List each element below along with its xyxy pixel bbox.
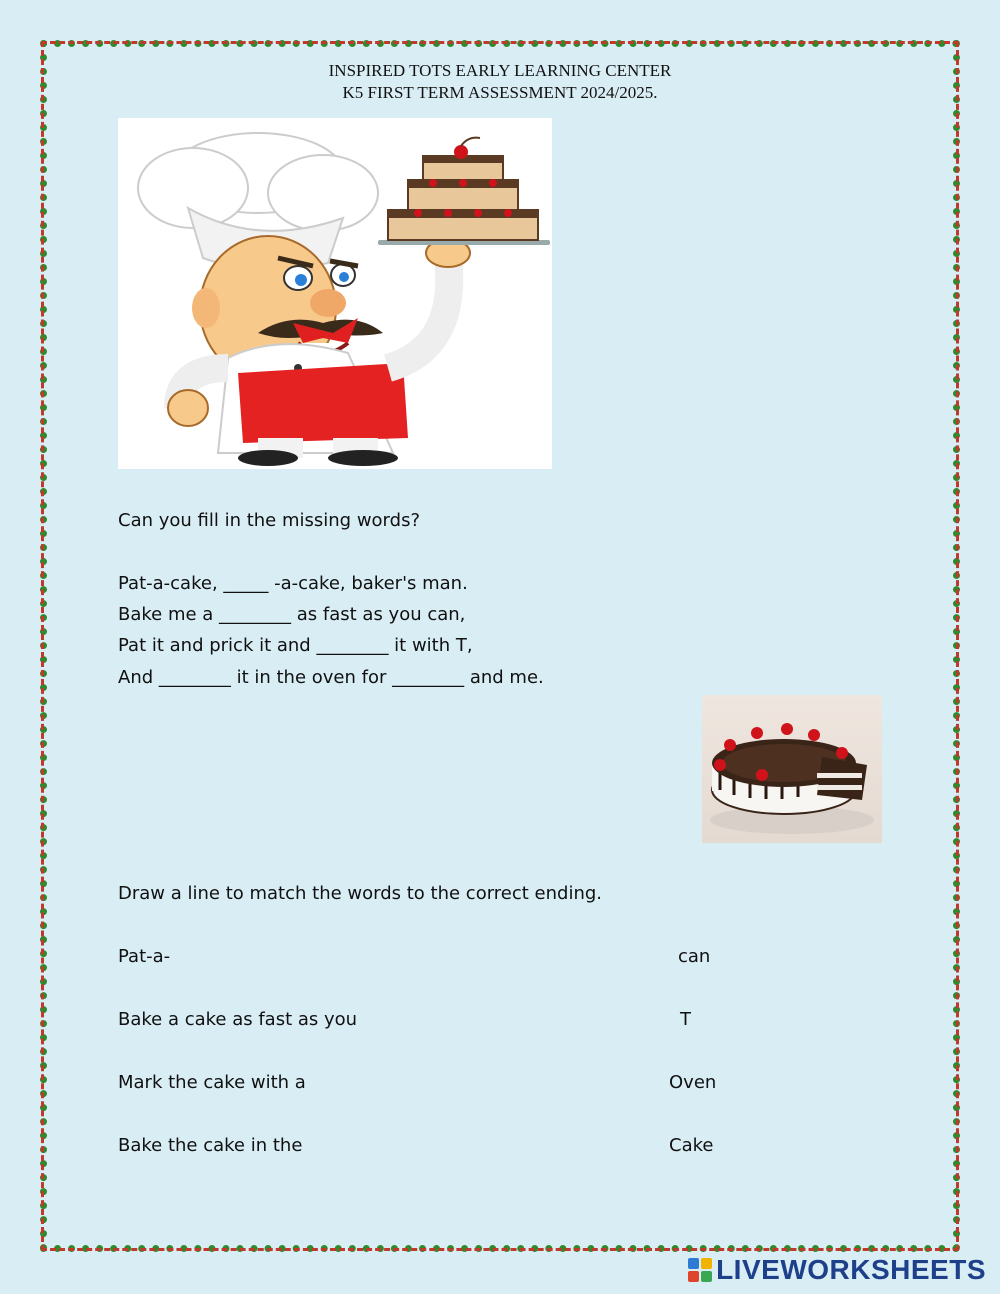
brand-name: LIVEWORKSHEETS xyxy=(716,1254,986,1285)
rhyme-line-1: Pat-a-cake, _____ -a-cake, baker's man. xyxy=(118,573,468,594)
match-instruction: Draw a line to match the words to the correct ending. xyxy=(118,883,603,904)
match-left-1[interactable]: Pat-a- xyxy=(118,946,171,967)
match-right-2[interactable]: T xyxy=(680,1009,691,1030)
rhyme-line-2: Bake me a ________ as fast as you can, xyxy=(118,604,466,625)
liveworksheets-icon xyxy=(688,1258,712,1282)
fill-in-instruction: Can you fill in the missing words? xyxy=(118,510,421,531)
cake-photo xyxy=(702,695,882,843)
school-name: INSPIRED TOTS EARLY LEARNING CENTER xyxy=(328,61,672,80)
match-right-1[interactable]: can xyxy=(678,946,711,967)
match-left-3[interactable]: Mark the cake with a xyxy=(118,1072,306,1093)
assessment-title: K5 FIRST TERM ASSESSMENT 2024/2025. xyxy=(342,83,658,102)
liveworksheets-logo[interactable] xyxy=(688,1254,986,1286)
match-left-2[interactable]: Bake a cake as fast as you xyxy=(118,1009,358,1030)
chef-illustration xyxy=(118,118,552,469)
rhyme-line-3: Pat it and prick it and ________ it with T, xyxy=(118,635,473,656)
rhyme-line-4: And ________ it in the oven for ________ and me. xyxy=(118,667,544,688)
match-right-4[interactable]: Cake xyxy=(669,1135,714,1156)
match-left-4[interactable]: Bake the cake in the xyxy=(118,1135,303,1156)
match-right-3[interactable]: Oven xyxy=(669,1072,717,1093)
